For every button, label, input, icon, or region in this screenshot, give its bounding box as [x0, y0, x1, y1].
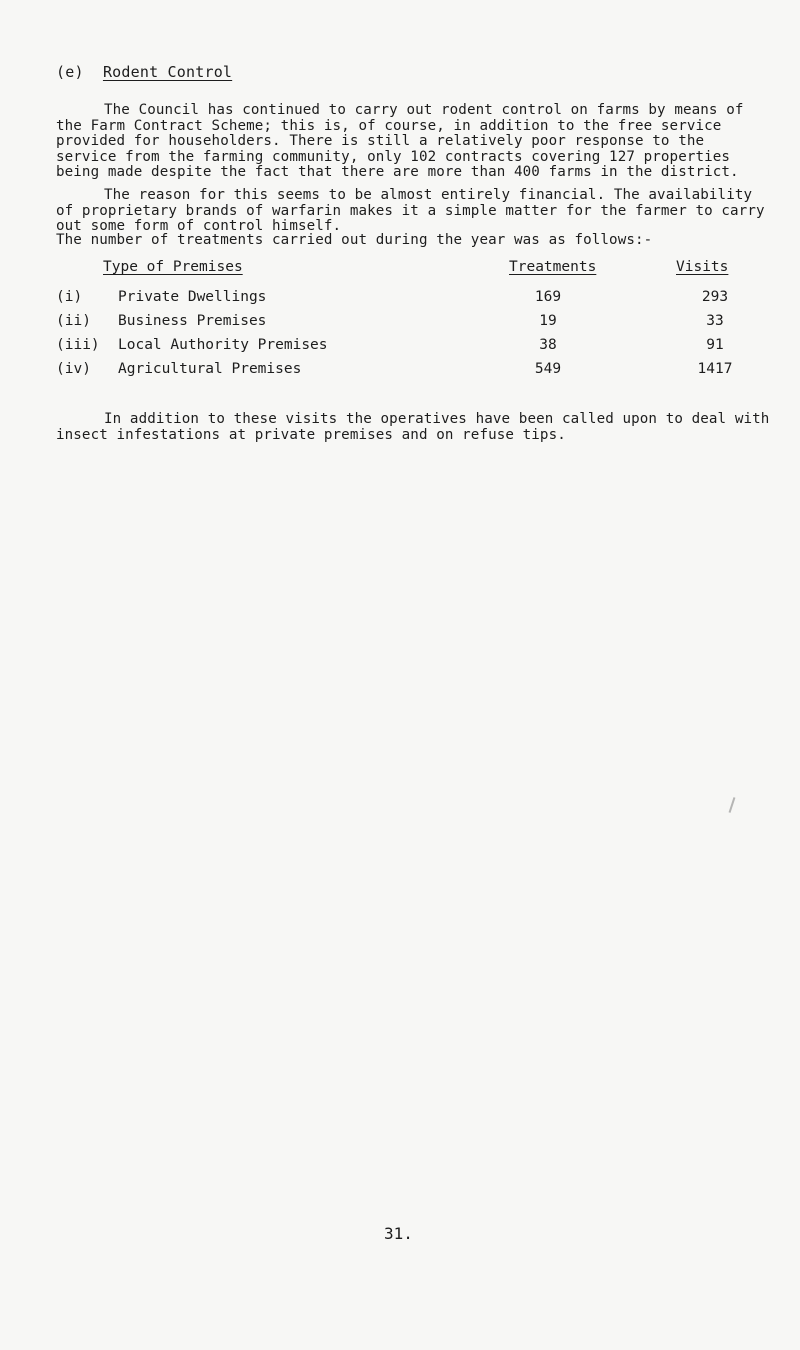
premises-type: Agricultural Premises: [118, 361, 302, 377]
table-row: [56, 361, 768, 383]
table-row: [56, 313, 768, 335]
paragraph-insect-infestations: [56, 412, 768, 443]
paragraph-line: the Farm Contract Scheme; this is, of course, in addition to the free service: [56, 117, 722, 134]
paragraph-line: service from the farming community, only 102 contracts covering 127 properties: [56, 148, 731, 165]
paragraph-line: of proprietary brands of warfarin makes it a simple matter for the farmer to carry: [56, 202, 765, 219]
paragraph-farm-contract: [56, 103, 768, 181]
treatments-count: 549: [534, 361, 562, 377]
paragraph-line: insect infestations at private premises and on refuse tips.: [56, 426, 566, 443]
row-number: (iv): [56, 361, 91, 377]
row-number: (iii): [56, 337, 100, 353]
visits-count: 91: [706, 337, 724, 353]
paragraph-line: The reason for this seems to be almost entirely financial. The availability: [104, 187, 753, 203]
paragraph-line: being made despite the fact that there are more than 400 farms in the district.: [56, 164, 739, 181]
paragraph-line: The Council has continued to carry out rodent control on farms by means of: [104, 102, 744, 118]
paragraph-line: provided for householders. There is still a relatively poor response to the: [56, 133, 705, 150]
section-title: Rodent Control: [102, 63, 233, 81]
section-letter: (e): [56, 63, 84, 81]
section-heading: [56, 63, 232, 81]
premises-type: Private Dwellings: [118, 289, 267, 305]
paragraph-line: In addition to these visits the operatives have been called upon to deal with: [104, 411, 770, 427]
paragraph-treatments-intro: [56, 233, 768, 249]
premises-type: Business Premises: [118, 313, 267, 329]
table-row: [56, 289, 768, 311]
page-number: 31.: [384, 1224, 413, 1243]
premises-type: Local Authority Premises: [118, 337, 328, 353]
stray-pen-mark: [729, 797, 736, 813]
header-treatments: Treatments: [509, 259, 597, 275]
visits-count: 33: [706, 313, 724, 329]
visits-count: 293: [701, 289, 729, 305]
table-row: [56, 337, 768, 359]
header-type-of-premises: Type of Premises: [103, 259, 243, 275]
paragraph-financial-reason: [56, 188, 768, 235]
treatments-count: 169: [534, 289, 562, 305]
treatments-count: 38: [539, 337, 557, 353]
header-visits: Visits: [676, 259, 729, 275]
treatments-count: 19: [539, 313, 557, 329]
paragraph-line: out some form of control himself.: [56, 218, 342, 235]
paragraph-line: The number of treatments carried out during the year was as follows:-: [56, 232, 653, 248]
row-number: (ii): [56, 313, 91, 329]
visits-count: 1417: [697, 361, 733, 377]
row-number: (i): [56, 289, 83, 305]
